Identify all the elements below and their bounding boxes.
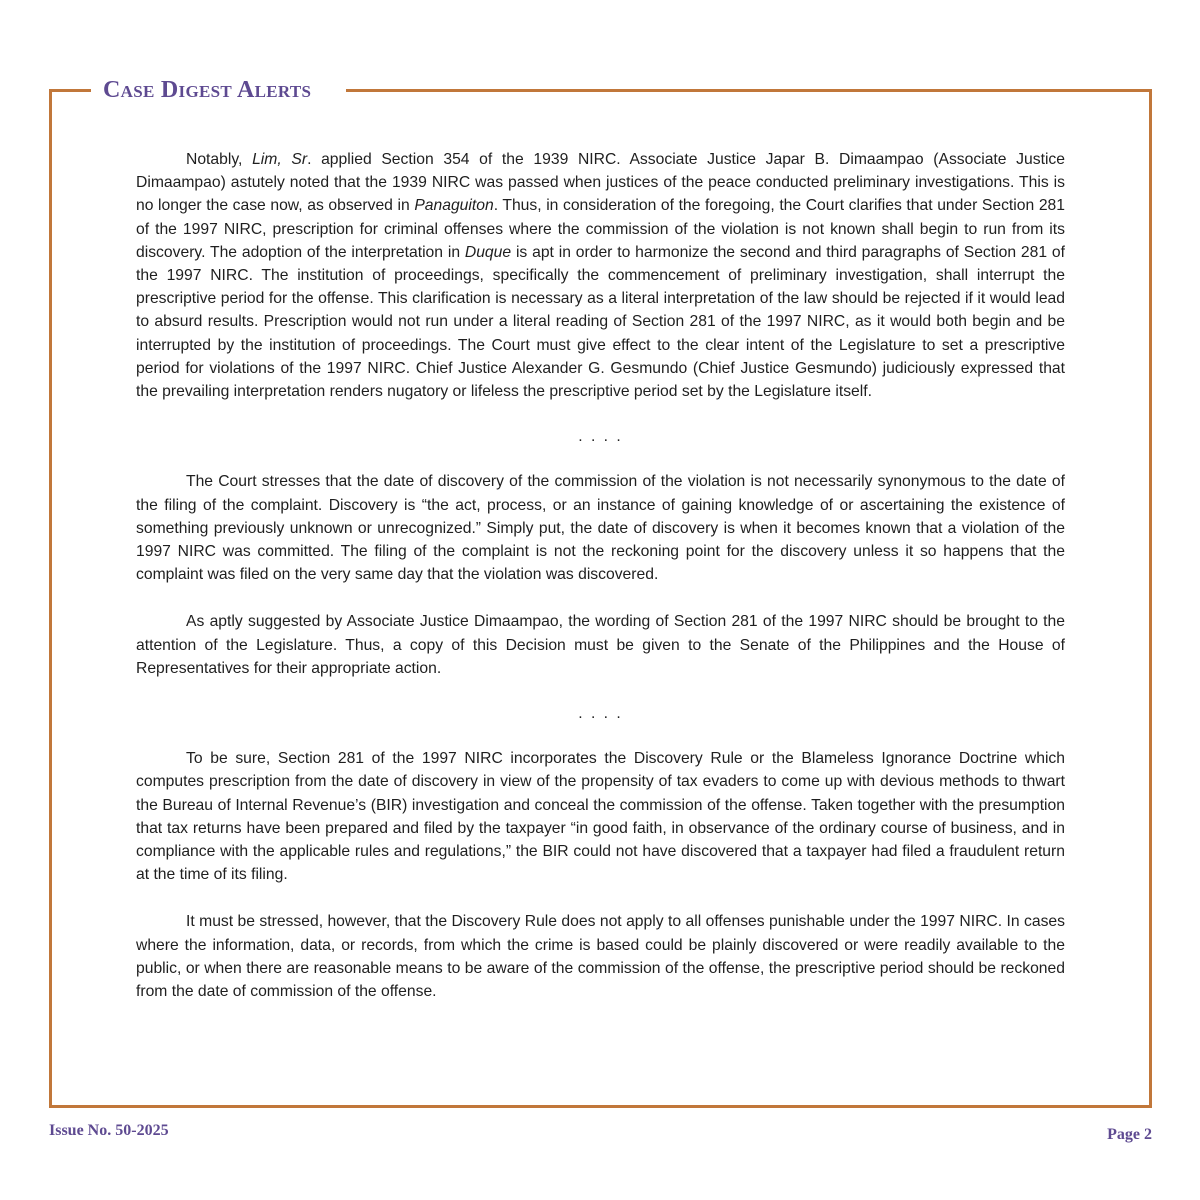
case-name-duque: Duque (464, 243, 512, 261)
omission-ellipsis-2: . . . . (578, 705, 623, 723)
frame-top-right-segment (346, 89, 1152, 92)
paragraph-1-part-a: Notably, (186, 151, 253, 168)
paragraph-1-part-e: . Thus, in consideration of the foregoing, the Court clarifies that under Section 281 of the 1997 NIRC, prescription for criminal offenses where the commission of the violation is not known shall begin to run from its discovery. The adoption of the interpretation in (136, 197, 1065, 261)
paragraph-1-part-g: is apt in order to harmonize the second and third paragraphs of Section 281 of the 1997 NIRC. The institution of proceedings, specifically the commencement of preliminary investigation, shall interrupt the prescriptive period for the offense. This clarification is necessary as a literal interpretation of the law should be rejected if it would lead to absurd results. Prescription would not run under a literal reading of Section 281 of the 1997 NIRC, as it would both begin and be interrupted by the institution of proceedings. The Court must give effect to the clear intent of the Legislature to set a prescriptive period for violations of the 1997 NIRC. Chief Justice Alexander G. Gesmundo (Chief Justice Gesmundo) judiciously expressed that the prevailing interpretation renders nugatory or lifeless the prescriptive period set by the Legislature itself. (136, 243, 1065, 401)
paragraph-1-part-c: . applied Section 354 of the 1939 NIRC. Associate Justice Japar B. Dimaampao (Associate Justice Dimaampao) astutely noted that the 1939 NIRC was passed when justices of the peace conducted preliminary investigations. This is no longer the case now, as observed in (136, 151, 1066, 215)
omission-ellipsis-1: . . . . (578, 428, 623, 446)
issue-number: Issue No. 50-2025 (49, 1122, 169, 1139)
page-title: Case Digest Alerts (103, 77, 312, 103)
paragraph-3: As aptly suggested by Associate Justice Dimaampao, the wording of Section 281 of the 1997 NIRC should be brought to the attention of the Legislature. Thus, a copy of this Decision must be given to the Senate of the Philippines and the House of Representatives for their appropriate action. (136, 613, 1065, 677)
case-name-lim: Lim, Sr (252, 151, 308, 168)
case-name-panaguiton: Panaguiton (414, 197, 494, 215)
paragraph-5: It must be stressed, however, that the Discovery Rule does not apply to all offenses punishable under the 1997 NIRC. In cases where the information, data, or records, from which the crime is based could be plainly discovered or were readily available to the public, or when there are reasonable means to be aware of the commission of the offense, the prescriptive period should be reckoned from the date of commission of the offense. (136, 913, 1065, 1001)
page-number: Page 2 (1107, 1126, 1152, 1143)
paragraph-2: The Court stresses that the date of discovery of the commission of the violation is not necessarily synonymous to the date of the filing of the complaint. Discovery is “the act, process, or an instance of gaining knowledge of or ascertaining the existence of something previously unknown or unrecognized.” Simply put, the date of discovery is when it becomes known that a violation of the 1997 NIRC was committed. The filing of the complaint is not the reckoning point for the discovery unless it so happens that the complaint was filed on the very same day that the violation was discovered. (136, 473, 1065, 584)
paragraph-4: To be sure, Section 281 of the 1997 NIRC incorporates the Discovery Rule or the Blameless Ignorance Doctrine which computes prescription from the date of discovery in view of the propensity of tax evaders to come up with devious methods to thwart the Bureau of Internal Revenue’s (BIR) investigation and conceal the commission of the offense. Taken together with the presumption that tax returns have been prepared and filed by the taxpayer “in good faith, in observance of the ordinary course of business, and in compliance with the applicable rules and regulations,” the BIR could not have discovered that a taxpayer had filed a fraudulent return at the time of its filing. (136, 750, 1065, 884)
frame-top-left-segment (49, 89, 91, 92)
article-body (136, 148, 1065, 1003)
paragraph-1 (136, 148, 1065, 403)
